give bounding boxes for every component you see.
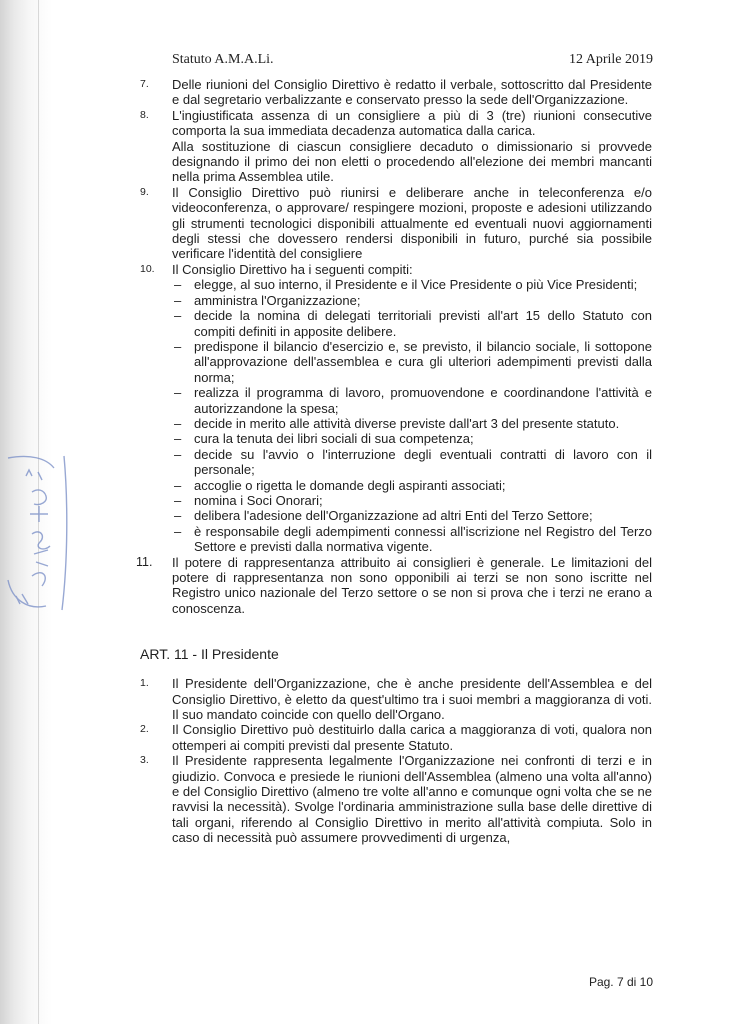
- duty-item: [172, 293, 652, 308]
- scan-fold-line: [38, 0, 39, 1024]
- item-text-continuation: Alla sostituzione di ciascun consigliere decaduto o dimissionario si provvede designando il primo dei non eletti o procedendo all'elezione dei membri mancanti nella prima Assemblea utile.: [172, 138, 652, 185]
- duty-text: decide la nomina di delegati territoriali previsti all'art 15 dello Statuto con compiti definiti in apposite delibere.: [194, 308, 652, 339]
- duty-item: [172, 277, 652, 292]
- dash-bullet-icon: –: [174, 277, 182, 293]
- item-number: 8.: [140, 108, 149, 121]
- item-number: 7.: [140, 78, 149, 90]
- list-item: [140, 676, 652, 722]
- item-number: 11.: [136, 554, 153, 569]
- item-text: Il Consiglio Direttivo può destituirlo dalla carica a maggioranza di voti, qualora non ottemperi ai compiti previsti dal presente Statuto.: [172, 722, 652, 753]
- item-number: 1.: [140, 677, 149, 690]
- dash-bullet-icon: –: [174, 431, 182, 447]
- duty-item: [172, 431, 652, 446]
- item-number: 10.: [140, 262, 155, 275]
- item-text: Il Presidente rappresenta legalmente l'Organizzazione nei confronti di terzi e in giudizio. Convoca e presiede le riunioni dell'Assemblea (almeno una volta all'anno) e del Consiglio Direttivo (almeno tre volte all'anno e comunque ogni volta che se ne ravvisi la necessità). Svolge l'ordinaria amministrazione sulla base delle direttive di tali organi, riferendo al Consiglio Direttivo in merito all'attività compiuta. Solo in caso di necessità può assumere provvedimenti di urgenza,: [172, 753, 652, 846]
- duty-text: amministra l'Organizzazione;: [194, 292, 361, 308]
- duty-text: delibera l'adesione dell'Organizzazione ad altri Enti del Terzo Settore;: [194, 508, 593, 524]
- dash-bullet-icon: –: [174, 446, 182, 462]
- dash-bullet-icon: –: [174, 308, 182, 324]
- dash-bullet-icon: –: [174, 415, 182, 431]
- item-text: Il Consiglio Direttivo può riunirsi e deliberare anche in teleconferenza e/o videoconferenza, o approvare/ respingere mozioni, proposte e adesioni utilizzando gli strumenti tecnologici disponibili attualmente ed eventuali nuovi aggiornamenti degli stessi che dovessero rendersi disponibili in futuro, purché sia possibile verificare l'identità del consigliere: [172, 184, 652, 262]
- duty-item: [172, 493, 652, 508]
- duty-text: nomina i Soci Onorari;: [194, 492, 323, 508]
- scan-binding-edge: [0, 0, 52, 1024]
- document-date: 12 Aprile 2019: [569, 52, 653, 67]
- item-text: L'ingiustificata assenza di un consigliere a più di 3 (tre) riunioni consecutive comporta la sua immediata decadenza automatica dalla carica.: [172, 107, 652, 139]
- duty-text: accoglie o rigetta le domande degli aspiranti associati;: [194, 477, 506, 493]
- continued-clause-list: [136, 77, 652, 616]
- duty-item: [172, 385, 652, 416]
- dash-bullet-icon: –: [174, 508, 182, 524]
- duty-text: cura la tenuta dei libri sociali di sua competenza;: [194, 431, 474, 447]
- list-item: [140, 722, 652, 753]
- duty-text: decide su l'avvio o l'interruzione degli eventuali contratti di lavoro con il personale;: [194, 446, 652, 478]
- item-number: 9.: [140, 185, 149, 198]
- duty-text: predispone il bilancio d'esercizio e, se previsto, il bilancio sociale, li sottopone all'approvazione dell'assemblea e cura gli ulteriori adempimenti previsti dalla norma;: [194, 338, 652, 385]
- list-item: [136, 554, 652, 617]
- list-item: [140, 185, 652, 262]
- list-item: [140, 108, 652, 185]
- duty-text: decide in merito alle attività diverse previste dall'art 3 del presente statuto.: [194, 415, 620, 431]
- item-text: Delle riunioni del Consiglio Direttivo è redatto il verbale, sottoscritto dal Presidente e dal segretario verbalizzante e conservato presso la sede dell'Organizzazione.: [172, 77, 652, 108]
- duties-list: [172, 277, 652, 554]
- list-item: [140, 753, 652, 845]
- dash-bullet-icon: –: [174, 523, 182, 539]
- duty-item: [172, 416, 652, 431]
- duty-text: elegge, al suo interno, il Presidente e il Vice Presidente o più Vice Presidenti;: [194, 277, 638, 293]
- document-body: [136, 77, 652, 846]
- duty-text: è responsabile degli adempimenti connessi all'iscrizione nel Registro del Terzo Settore e previsti dalla normativa vigente.: [194, 523, 652, 555]
- list-item: [140, 77, 652, 108]
- dash-bullet-icon: –: [174, 292, 182, 308]
- dash-bullet-icon: –: [174, 385, 182, 401]
- document-title: Statuto A.M.A.Li.: [172, 52, 274, 67]
- duty-text: realizza il programma di lavoro, promuovendone e coordinandone l'attività e autorizzandone la spesa;: [194, 385, 652, 416]
- item-number: 2.: [140, 723, 149, 736]
- dash-bullet-icon: –: [174, 492, 182, 508]
- item-text: Il Consiglio Direttivo ha i seguenti compiti:: [172, 261, 413, 277]
- dash-bullet-icon: –: [174, 477, 182, 493]
- duty-item: [172, 478, 652, 493]
- duty-item: [172, 339, 652, 385]
- dash-bullet-icon: –: [174, 338, 182, 354]
- item-text: Il potere di rappresentanza attribuito ai consiglieri è generale. Le limitazioni del potere di rappresentanza non sono opponibili ai terzi se non sono iscritte nel Registro unico nazionale del Terzo settore o se non si prova che i terzi ne erano a conoscenza.: [172, 554, 652, 616]
- list-item: [140, 262, 652, 555]
- article-heading: ART. 11 - Il Presidente: [140, 646, 279, 663]
- item-number: 3.: [140, 754, 149, 767]
- duty-item: [172, 508, 652, 523]
- duty-item: [172, 524, 652, 555]
- article-clause-list: [140, 676, 652, 845]
- item-text: Il Presidente dell'Organizzazione, che è anche presidente dell'Assemblea e del Consiglio Direttivo, è eletto da quest'ultimo tra i suoi membri a maggioranza di voti. Il suo mandato coincide con quello dell'Organo.: [172, 676, 652, 723]
- page-number: Pag. 7 di 10: [588, 975, 653, 989]
- duty-item: [172, 308, 652, 339]
- duty-item: [172, 447, 652, 478]
